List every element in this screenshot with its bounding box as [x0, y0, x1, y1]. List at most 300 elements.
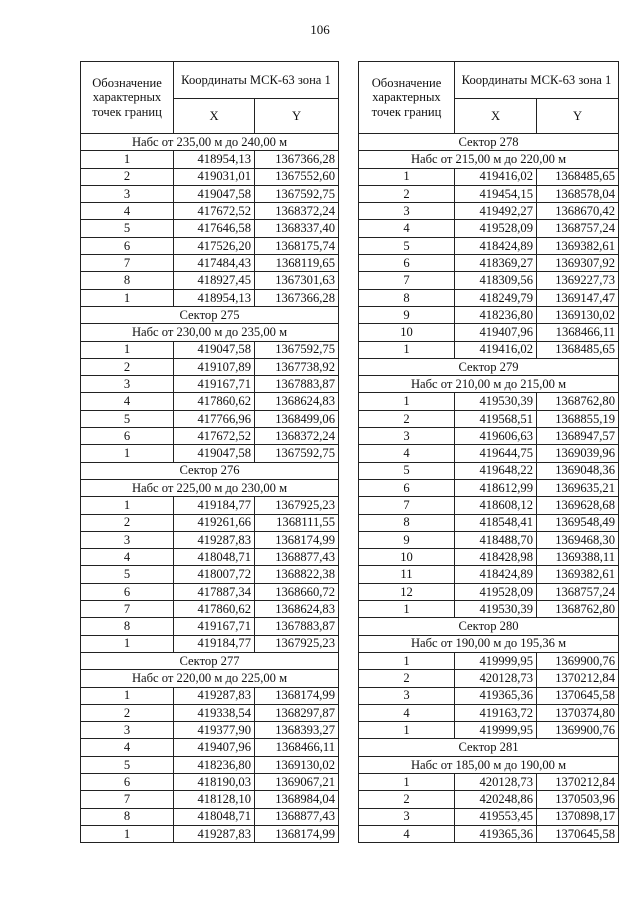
- table-row: [359, 722, 619, 739]
- section-title: Набс от 185,00 м до 190,00 м: [359, 756, 619, 773]
- coord-x: 419184,77: [174, 635, 255, 652]
- coord-y: 1367301,63: [255, 272, 339, 289]
- point-number: 1: [81, 445, 174, 462]
- point-number: 6: [359, 479, 455, 496]
- coord-x: 418236,80: [174, 756, 255, 773]
- coord-x: 419047,58: [174, 341, 255, 358]
- section-title: Сектор 277: [81, 652, 339, 669]
- point-number: 2: [81, 514, 174, 531]
- table-row: [359, 687, 619, 704]
- table-body-right: [359, 134, 619, 843]
- table-row: [359, 566, 619, 583]
- table-row: [81, 410, 339, 427]
- coord-x: 419338,54: [174, 704, 255, 721]
- coord-x: 419377,90: [174, 722, 255, 739]
- table-row: [81, 825, 339, 842]
- table-row: [359, 773, 619, 790]
- table-row: [81, 168, 339, 185]
- coord-x: 418128,10: [174, 791, 255, 808]
- table-row: [81, 773, 339, 790]
- coord-y: 1368174,99: [255, 531, 339, 548]
- coord-x: 417766,96: [174, 410, 255, 427]
- coord-y: 1367366,28: [255, 289, 339, 306]
- coord-x: 418048,71: [174, 549, 255, 566]
- point-number: 4: [359, 445, 455, 462]
- point-number: 1: [359, 168, 455, 185]
- table-row: [359, 549, 619, 566]
- header-coordinates: Координаты МСК-63 зона 1: [455, 62, 619, 99]
- table-row: [359, 601, 619, 618]
- table-row: [359, 462, 619, 479]
- section-title: Сектор 278: [359, 134, 619, 151]
- point-number: 7: [81, 255, 174, 272]
- point-number: 1: [81, 497, 174, 514]
- coord-y: 1368297,87: [255, 704, 339, 721]
- table-row: [81, 756, 339, 773]
- coord-x: 419287,83: [174, 687, 255, 704]
- table-row: [359, 704, 619, 721]
- coord-y: 1369067,21: [255, 773, 339, 790]
- point-number: 2: [81, 168, 174, 185]
- coord-y: 1369635,21: [537, 479, 619, 496]
- table-row: [359, 341, 619, 358]
- point-number: 1: [81, 635, 174, 652]
- point-number: 5: [81, 756, 174, 773]
- coord-y: 1368762,80: [537, 601, 619, 618]
- table-row: [81, 272, 339, 289]
- coord-y: 1368174,99: [255, 687, 339, 704]
- point-number: 1: [359, 773, 455, 790]
- point-number: 6: [81, 583, 174, 600]
- coord-y: 1367738,92: [255, 358, 339, 375]
- coord-x: 418424,89: [455, 237, 537, 254]
- point-number: 3: [359, 687, 455, 704]
- section-title: Сектор 275: [81, 306, 339, 323]
- table-row: [359, 428, 619, 445]
- table-row: [81, 151, 339, 168]
- coord-x: 419047,58: [174, 445, 255, 462]
- point-number: 4: [81, 549, 174, 566]
- coord-x: 419365,36: [455, 825, 537, 842]
- point-number: 1: [81, 825, 174, 842]
- point-number: 4: [359, 704, 455, 721]
- coord-x: 419416,02: [455, 168, 537, 185]
- table-row: [359, 497, 619, 514]
- coord-x: 419407,96: [455, 324, 537, 341]
- table-row: [359, 272, 619, 289]
- coord-x: 419648,22: [455, 462, 537, 479]
- section-title: Сектор 280: [359, 618, 619, 635]
- header-y: Y: [537, 99, 619, 134]
- coord-y: 1369227,73: [537, 272, 619, 289]
- point-number: 2: [81, 358, 174, 375]
- coord-y: 1368984,04: [255, 791, 339, 808]
- section-row: [81, 479, 339, 496]
- point-number: 4: [359, 825, 455, 842]
- header-x: X: [174, 99, 255, 134]
- table-row: [359, 670, 619, 687]
- coord-x: 419287,83: [174, 531, 255, 548]
- point-number: 5: [81, 220, 174, 237]
- coord-x: 420128,73: [455, 773, 537, 790]
- coord-x: 420128,73: [455, 670, 537, 687]
- point-number: 7: [81, 601, 174, 618]
- coord-x: 418309,56: [455, 272, 537, 289]
- coord-x: 418612,99: [455, 479, 537, 496]
- point-number: 1: [81, 151, 174, 168]
- coord-y: 1368757,24: [537, 220, 619, 237]
- point-number: 7: [359, 272, 455, 289]
- point-number: 4: [359, 220, 455, 237]
- point-number: 1: [359, 393, 455, 410]
- table-row: [81, 601, 339, 618]
- coord-x: 417484,43: [174, 255, 255, 272]
- section-row: [359, 358, 619, 375]
- table-row: [81, 203, 339, 220]
- section-row: [81, 670, 339, 687]
- table-row: [81, 531, 339, 548]
- coord-y: 1369548,49: [537, 514, 619, 531]
- section-title: Набс от 230,00 м до 235,00 м: [81, 324, 339, 341]
- table-row: [359, 203, 619, 220]
- point-number: 2: [359, 791, 455, 808]
- point-number: 4: [81, 393, 174, 410]
- coord-x: 419528,09: [455, 220, 537, 237]
- section-title: Сектор 279: [359, 358, 619, 375]
- point-number: 12: [359, 583, 455, 600]
- coord-x: 417860,62: [174, 393, 255, 410]
- section-row: [359, 151, 619, 168]
- coord-x: 419528,09: [455, 583, 537, 600]
- point-number: 1: [359, 341, 455, 358]
- coord-y: 1368578,04: [537, 185, 619, 202]
- coord-y: 1368624,83: [255, 393, 339, 410]
- coord-y: 1368119,65: [255, 255, 339, 272]
- section-title: Набс от 220,00 м до 225,00 м: [81, 670, 339, 687]
- coord-y: 1368877,43: [255, 808, 339, 825]
- table-row: [359, 237, 619, 254]
- section-title: Сектор 281: [359, 739, 619, 756]
- point-number: 7: [359, 497, 455, 514]
- point-number: 1: [359, 652, 455, 669]
- coord-y: 1369900,76: [537, 722, 619, 739]
- coord-y: 1368466,11: [255, 739, 339, 756]
- point-number: 10: [359, 324, 455, 341]
- table-row: [81, 220, 339, 237]
- table-row: [359, 825, 619, 842]
- section-row: [81, 134, 339, 151]
- table-row: [81, 808, 339, 825]
- page-number: 106: [310, 22, 330, 37]
- table-row: [81, 237, 339, 254]
- coord-y: 1367592,75: [255, 341, 339, 358]
- table-row: [359, 306, 619, 323]
- point-number: 9: [359, 531, 455, 548]
- coord-y: 1369382,61: [537, 566, 619, 583]
- table-row: [359, 289, 619, 306]
- coord-x: 417860,62: [174, 601, 255, 618]
- coord-y: 1370503,96: [537, 791, 619, 808]
- section-row: [81, 652, 339, 669]
- point-number: 2: [359, 410, 455, 427]
- table-row: [359, 583, 619, 600]
- table-row: [359, 479, 619, 496]
- coord-y: 1369468,30: [537, 531, 619, 548]
- table-row: [359, 393, 619, 410]
- section-row: [81, 306, 339, 323]
- table-row: [359, 220, 619, 237]
- coord-y: 1370898,17: [537, 808, 619, 825]
- table-row: [359, 652, 619, 669]
- coord-x: 419530,39: [455, 393, 537, 410]
- table-row: [359, 791, 619, 808]
- coord-y: 1367925,23: [255, 497, 339, 514]
- point-number: 1: [81, 687, 174, 704]
- coord-x: 419999,95: [455, 652, 537, 669]
- point-number: 8: [359, 514, 455, 531]
- point-number: 3: [359, 428, 455, 445]
- point-number: 8: [81, 618, 174, 635]
- point-number: 11: [359, 566, 455, 583]
- table-row: [81, 583, 339, 600]
- coord-y: 1367592,75: [255, 445, 339, 462]
- point-number: 6: [359, 255, 455, 272]
- coord-y: 1368499,06: [255, 410, 339, 427]
- coord-y: 1368757,24: [537, 583, 619, 600]
- coord-y: 1369130,02: [255, 756, 339, 773]
- coord-x: 419047,58: [174, 185, 255, 202]
- coord-x: 417672,52: [174, 203, 255, 220]
- coord-y: 1370645,58: [537, 825, 619, 842]
- coord-y: 1369900,76: [537, 652, 619, 669]
- coord-y: 1368762,80: [537, 393, 619, 410]
- point-number: 3: [81, 185, 174, 202]
- table-row: [81, 376, 339, 393]
- table-row: [359, 531, 619, 548]
- point-number: 8: [81, 808, 174, 825]
- coord-y: 1369130,02: [537, 306, 619, 323]
- point-number: 1: [359, 722, 455, 739]
- coord-x: 419167,71: [174, 618, 255, 635]
- table-row: [359, 324, 619, 341]
- coord-y: 1369147,47: [537, 289, 619, 306]
- coord-x: 418608,12: [455, 497, 537, 514]
- coord-y: 1368372,24: [255, 428, 339, 445]
- table-row: [81, 687, 339, 704]
- coord-x: 418488,70: [455, 531, 537, 548]
- coord-y: 1368485,65: [537, 168, 619, 185]
- section-row: [359, 618, 619, 635]
- coord-x: 419553,45: [455, 808, 537, 825]
- coord-x: 420248,86: [455, 791, 537, 808]
- table-row: [359, 255, 619, 272]
- coord-x: 419644,75: [455, 445, 537, 462]
- table-row: [81, 445, 339, 462]
- coord-x: 418954,13: [174, 151, 255, 168]
- coord-x: 419163,72: [455, 704, 537, 721]
- coord-x: 418190,03: [174, 773, 255, 790]
- coord-y: 1368174,99: [255, 825, 339, 842]
- coord-x: 419454,15: [455, 185, 537, 202]
- section-title: Сектор 276: [81, 462, 339, 479]
- point-number: 3: [359, 808, 455, 825]
- point-number: 2: [359, 185, 455, 202]
- coord-x: 418428,98: [455, 549, 537, 566]
- coord-x: 419492,27: [455, 203, 537, 220]
- coord-x: 419107,89: [174, 358, 255, 375]
- coord-x: 418927,45: [174, 272, 255, 289]
- point-number: 3: [359, 203, 455, 220]
- coord-x: 418369,27: [455, 255, 537, 272]
- point-number: 8: [81, 272, 174, 289]
- section-title: Набс от 215,00 м до 220,00 м: [359, 151, 619, 168]
- coord-y: 1370212,84: [537, 773, 619, 790]
- coord-x: 417646,58: [174, 220, 255, 237]
- point-number: 2: [359, 670, 455, 687]
- section-row: [359, 739, 619, 756]
- table-row: [81, 255, 339, 272]
- table-row: [359, 185, 619, 202]
- coord-y: 1367592,75: [255, 185, 339, 202]
- point-number: 3: [81, 722, 174, 739]
- point-number: 4: [81, 739, 174, 756]
- coord-x: 418048,71: [174, 808, 255, 825]
- coord-y: 1368111,55: [255, 514, 339, 531]
- table-row: [81, 549, 339, 566]
- coord-x: 419261,66: [174, 514, 255, 531]
- section-row: [81, 324, 339, 341]
- coord-y: 1368660,72: [255, 583, 339, 600]
- table-row: [359, 410, 619, 427]
- section-title: Набс от 190,00 м до 195,36 м: [359, 635, 619, 652]
- section-title: Набс от 235,00 м до 240,00 м: [81, 134, 339, 151]
- coord-x: 419999,95: [455, 722, 537, 739]
- coord-x: 419184,77: [174, 497, 255, 514]
- point-number: 5: [359, 237, 455, 254]
- point-number: 1: [81, 289, 174, 306]
- point-number: 1: [81, 341, 174, 358]
- coord-x: 418249,79: [455, 289, 537, 306]
- point-number: 5: [81, 566, 174, 583]
- point-number: 2: [81, 704, 174, 721]
- table-row: [81, 428, 339, 445]
- table-row: [359, 808, 619, 825]
- table-row: [359, 514, 619, 531]
- coord-y: 1370374,80: [537, 704, 619, 721]
- section-title: Набс от 225,00 м до 230,00 м: [81, 479, 339, 496]
- coord-y: 1368855,19: [537, 410, 619, 427]
- table-row: [81, 704, 339, 721]
- point-number: 4: [81, 203, 174, 220]
- table-row: [81, 514, 339, 531]
- coord-y: 1369388,11: [537, 549, 619, 566]
- header-x: X: [455, 99, 537, 134]
- coord-y: 1368372,24: [255, 203, 339, 220]
- coord-y: 1368485,65: [537, 341, 619, 358]
- coord-x: 418236,80: [455, 306, 537, 323]
- coord-x: 417526,20: [174, 237, 255, 254]
- coord-y: 1369382,61: [537, 237, 619, 254]
- table-row: [81, 289, 339, 306]
- coord-y: 1367925,23: [255, 635, 339, 652]
- header-coordinates: Координаты МСК-63 зона 1: [174, 62, 339, 99]
- coordinates-table-right: [358, 61, 619, 843]
- table-row: [81, 497, 339, 514]
- point-number: 3: [81, 376, 174, 393]
- coordinates-table-left: [80, 61, 339, 843]
- section-row: [81, 462, 339, 479]
- point-number: 7: [81, 791, 174, 808]
- table-row: [81, 618, 339, 635]
- table-row: [81, 393, 339, 410]
- table-row: [359, 445, 619, 462]
- coord-y: 1368947,57: [537, 428, 619, 445]
- coord-x: 419568,51: [455, 410, 537, 427]
- point-number: 6: [81, 773, 174, 790]
- coord-y: 1368670,42: [537, 203, 619, 220]
- coord-x: 418954,13: [174, 289, 255, 306]
- header-y: Y: [255, 99, 339, 134]
- coord-x: 419416,02: [455, 341, 537, 358]
- coord-x: 419167,71: [174, 376, 255, 393]
- coord-x: 419606,63: [455, 428, 537, 445]
- coord-y: 1367883,87: [255, 618, 339, 635]
- coord-x: 418007,72: [174, 566, 255, 583]
- point-number: 8: [359, 289, 455, 306]
- coord-x: 419407,96: [174, 739, 255, 756]
- coord-x: 418548,41: [455, 514, 537, 531]
- coord-x: 419365,36: [455, 687, 537, 704]
- header-label: Обозначение характерных точек границ: [81, 62, 174, 134]
- table-row: [81, 185, 339, 202]
- coord-y: 1368877,43: [255, 549, 339, 566]
- point-number: 3: [81, 531, 174, 548]
- section-row: [359, 756, 619, 773]
- coord-x: 419530,39: [455, 601, 537, 618]
- point-number: 5: [81, 410, 174, 427]
- coord-x: 418424,89: [455, 566, 537, 583]
- coord-y: 1368822,38: [255, 566, 339, 583]
- table-row: [81, 791, 339, 808]
- coord-y: 1369048,36: [537, 462, 619, 479]
- table-row: [81, 739, 339, 756]
- coord-y: 1367552,60: [255, 168, 339, 185]
- section-row: [359, 134, 619, 151]
- coord-y: 1370645,58: [537, 687, 619, 704]
- coord-x: 417887,34: [174, 583, 255, 600]
- coord-y: 1370212,84: [537, 670, 619, 687]
- section-row: [359, 376, 619, 393]
- table-body-left: [81, 134, 339, 843]
- point-number: 6: [81, 237, 174, 254]
- point-number: 9: [359, 306, 455, 323]
- table-row: [359, 168, 619, 185]
- table-row: [81, 722, 339, 739]
- point-number: 1: [359, 601, 455, 618]
- coord-y: 1368337,40: [255, 220, 339, 237]
- coord-y: 1368393,27: [255, 722, 339, 739]
- table-row: [81, 358, 339, 375]
- coord-y: 1367883,87: [255, 376, 339, 393]
- point-number: 10: [359, 549, 455, 566]
- section-title: Набс от 210,00 м до 215,00 м: [359, 376, 619, 393]
- table-row: [81, 635, 339, 652]
- coord-y: 1368624,83: [255, 601, 339, 618]
- header-label: Обозначение характерных точек границ: [359, 62, 455, 134]
- coord-x: 417672,52: [174, 428, 255, 445]
- coord-y: 1369307,92: [537, 255, 619, 272]
- coord-y: 1368466,11: [537, 324, 619, 341]
